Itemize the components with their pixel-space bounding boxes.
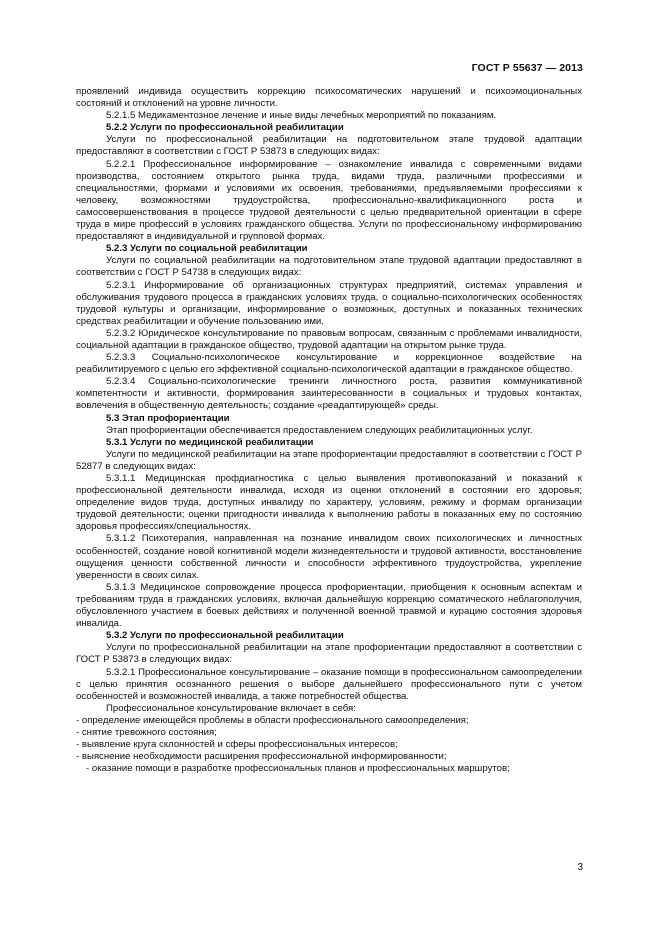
list-item: - определение имеющейся проблемы в области профессионального самоопределения; [76, 714, 469, 726]
paragraph: 5.2.3.1 Информирование об организационных структурах предприятий, системах управления и обслуживания трудового процесса в гражданских условиях труда, о социально-психологических особенностях трудовой культуры и организации, информирование о возможных, доступных и показанных технических средствах реабилитации и обучение пользованию ими. [76, 279, 582, 327]
paragraph: 5.2.3.3 Социально-психологическое консультирование и коррекционное воздействие на реабилитируемого с целью его эффективной социально-психологической адаптации в гражданское общество. [76, 352, 582, 376]
paragraph: 5.2.1.5 Медикаментозное лечение и иные виды лечебных мероприятий по показаниям. [106, 110, 497, 122]
list-item: - выяснение необходимости расширения профессиональной информированности; [76, 751, 447, 763]
page-number: 3 [577, 862, 583, 873]
paragraph: 5.3.1.3 Медицинское сопровождение процесса профориентации, приобщения к основным аспектам и требованиям труда в гражданских условиях, включая дальнейшую коррекцию соматического неблагополучия, обусловленного участием в боевых действиях и полученной военной травмой и курацию состояния здоровья инвалида. [76, 581, 582, 630]
section-heading: 5.2.3 Услуги по социальной реабилитации [106, 243, 308, 255]
section-heading: 5.3 Этап профориентации [106, 412, 230, 424]
list-item: - выявление круга склонностей и сферы профессиональных интересов; [76, 739, 398, 751]
paragraph: Этап профориентации обеспечивается предоставлением следующих реабилитационных услуг. [106, 424, 533, 436]
list-item: - оказание помощи в разработке профессиональных планов и профессиональных маршрутов; [86, 763, 510, 775]
paragraph: 5.3.1.2 Психотерапия, направленная на познание инвалидом своих психологических и личностных особенностей, создание новой когнитивной модели жизнедеятельности и трудовой активности, восстановление ощущения ценности собственной личности и способности эффективного трудоустройства, укрепление уверенности в своих силах. [76, 533, 582, 581]
paragraph: Услуги по медицинской реабилитации на этапе профориентации предоставляют в соответствии с ГОСТ Р 52877 в следующих видах: [76, 448, 582, 472]
paragraph: 5.2.3.2 Юридическое консультирование по правовым вопросам, связанным с проблемами инвалидности, социальной адаптации в гражданское общество, трудовой адаптации на открытом рынке труда. [76, 327, 582, 351]
document-body [76, 86, 582, 775]
paragraph: 5.2.3.4 Социально-психологические тренинги личностного роста, развития коммуникативной компетентности и активности, формирования заинтересованности в социальных и трудовых контактах, вовлечения в общественную деятельность; создание «реадаптирующей» среды. [76, 376, 582, 412]
document-header-id: ГОСТ Р 55637 — 2013 [471, 62, 583, 74]
paragraph: Услуги по профессиональной реабилитации на подготовительном этапе трудовой адаптации предоставляют в соответствии с ГОСТ Р 53873 в следующих видах: [76, 134, 582, 158]
paragraph: 5.2.2.1 Профессиональное информирование – ознакомление инвалида с современными видами производства, состоянием открытого рынка труда, видами труда, различными профессиями и специальностями, формами и условиями их освоения, требованиями, предъявляемыми профессиями к человеку, возможностями трудоустройства, профессионально-квалификационного роста и самосовершенствования в процессе трудовой деятельности с целью предварительной ориентации в сфере труда в мире профессий в условиях гражданского общества. Услуги по профессиональному информированию предоставляют в индивидуальной и групповой формах. [76, 158, 582, 243]
paragraph: 5.3.2.1 Профессиональное консультирование – оказание помощи в профессиональном самоопределении с целью принятия осознанного решения о выборе дальнейшего профессионального пути с учетом особенностей и возможностей инвалида, а также потребностей общества. [76, 666, 582, 702]
list-item: - снятие тревожного состояния; [76, 726, 217, 738]
section-heading: 5.2.2 Услуги по профессиональной реабилитации [106, 122, 344, 134]
paragraph: 5.3.1.1 Медицинская профдиагностика с целью выявления противопоказаний и показаний к профессиональной деятельности инвалида, исходя из оценки отклонений в состоянии его здоровья; определение видов труда, доступных инвалиду по характеру, условиям, режиму и формам организации трудовой деятельности; оценки пригодности инвалида к выполнению работы в показанных ему по состоянию здоровья профессиях/специальностях. [76, 473, 582, 533]
paragraph: Услуги по профессиональной реабилитации на этапе профориентации предоставляют в соответствии с ГОСТ Р 53873 в следующих видах: [76, 642, 582, 666]
paragraph: проявлений индивида осуществить коррекцию психосоматических нарушений и психоэмоциональных состояний и отклонений на уровне личности. [76, 86, 582, 110]
section-heading: 5.3.1 Услуги по медицинской реабилитации [106, 436, 314, 448]
section-heading: 5.3.2 Услуги по профессиональной реабилитации [106, 630, 344, 642]
paragraph: Профессиональное консультирование включает в себя: [106, 702, 356, 714]
paragraph: Услуги по социальной реабилитации на подготовительном этапе трудовой адаптации предоставляют в соответствии с ГОСТ Р 54738 в следующих видах: [76, 255, 582, 279]
